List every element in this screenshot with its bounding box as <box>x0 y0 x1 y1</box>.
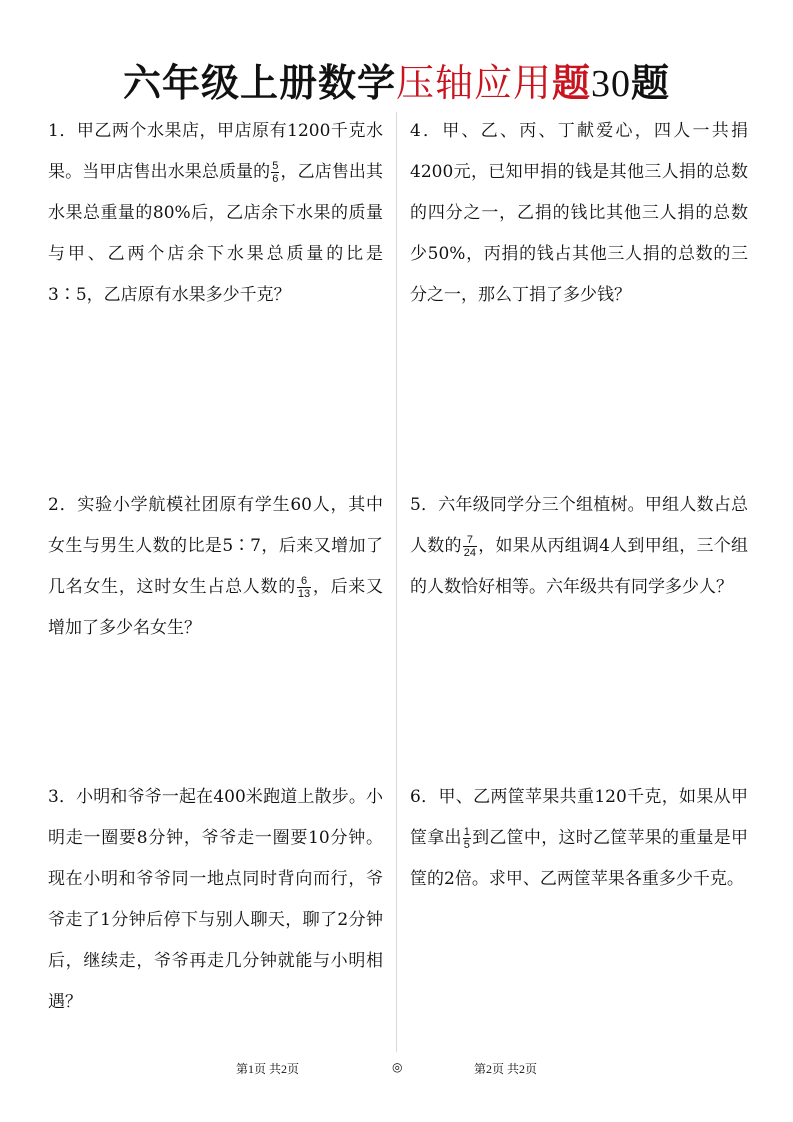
problem-5 <box>410 485 748 608</box>
fraction-numerator: 6 <box>297 575 311 588</box>
problem-6-fraction <box>463 826 471 851</box>
problem-5-text-a: 5．六年级同学分三个组植树。甲组人数占总人数的 <box>410 495 748 556</box>
problem-6 <box>410 777 748 900</box>
problem-1-text-b: ，乙店售出其水果总重量的80%后，乙店余下水果的质量与甲、乙两个店余下水果总质量的比是3∶5，乙店原有水果多少千克？ <box>48 162 384 305</box>
title-part-2: 压轴应用 <box>395 61 552 105</box>
footer-page-right: 第2页 共2页 <box>474 1062 538 1076</box>
title-part-1: 六年级上册数学 <box>122 60 396 105</box>
problem-1-fraction <box>271 160 279 185</box>
problem-2-text-b: ，后来又增加了多少名女生？ <box>48 577 384 638</box>
problem-4-text: 4．甲、乙、丙、丁献爱心，四人一共捐4200元，已知甲捐的钱是其他三人捐的总数的四分之一，乙捐的钱比其他三人捐的总数少50%，丙捐的钱占其他三人捐的总数的三分之一，那么丁捐了多少钱？ <box>410 121 748 305</box>
fraction-numerator: 1 <box>463 826 470 838</box>
title-part-3: 题 <box>552 60 592 105</box>
problem-2 <box>48 485 383 649</box>
problem-1-text-a: 1．甲乙两个水果店，甲店原有1200千克水果。当甲店售出水果总质量的 <box>48 121 383 182</box>
footer-center-mark: ◎ <box>392 1060 403 1074</box>
problem-3-text: 3．小明和爷爷一起在400米跑道上散步。小明走一圈要8分钟，爷爷走一圈要10分钟。现在小明和爷爷同一地点同时背向而行，爷爷走了1分钟后停下与别人聊天，聊了2分钟后，继续走，爷爷再走几分钟就能与小明相遇？ <box>48 787 383 1012</box>
fraction-denominator: 13 <box>297 588 311 600</box>
problem-2-fraction <box>297 575 311 600</box>
title-part-4: 30 <box>591 63 632 105</box>
problem-3 <box>48 777 383 1023</box>
fraction-numerator: 5 <box>272 160 279 172</box>
problem-6-text-a: 6．甲、乙两筐苹果共重120千克，如果从甲筐拿出 <box>410 787 748 848</box>
problem-5-fraction <box>463 534 477 559</box>
footer-page-left: 第1页 共2页 <box>236 1062 300 1076</box>
problem-5-text-b: ，如果从丙组调4人到甲组，三个组的人数恰好相等。六年级共有同学多少人？ <box>410 536 748 597</box>
fraction-denominator: 5 <box>463 839 470 851</box>
page-title <box>0 52 793 107</box>
fraction-numerator: 7 <box>463 534 477 547</box>
column-divider <box>396 112 397 1052</box>
fraction-denominator: 24 <box>463 547 477 559</box>
problem-2-text-a: 2．实验小学航模社团原有学生60人，其中女生与男生人数的比是5∶7，后来又增加了几名女生，这时女生占总人数的 <box>48 495 383 597</box>
problem-1 <box>48 111 383 316</box>
title-part-5: 题 <box>631 60 671 105</box>
problem-6-text-b: 到乙筐中，这时乙筐苹果的重量是甲筐的2倍。求甲、乙两筐苹果各重多少千克。 <box>410 828 749 889</box>
fraction-denominator: 6 <box>272 173 279 185</box>
problem-4 <box>410 111 748 316</box>
